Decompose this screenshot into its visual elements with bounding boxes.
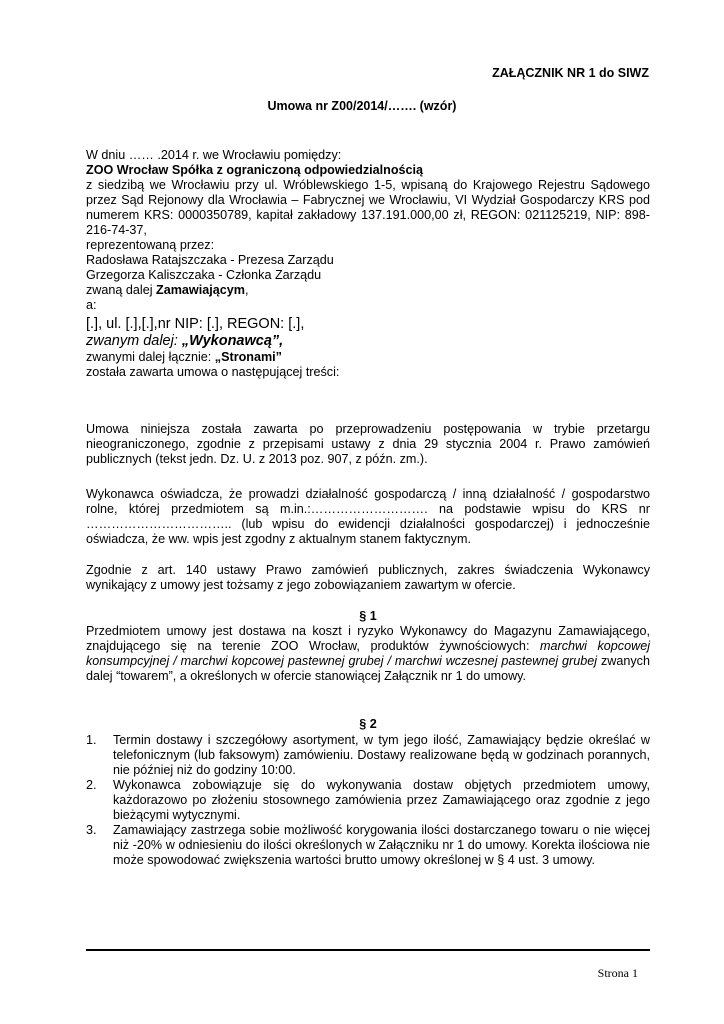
footer-divider xyxy=(86,949,650,951)
section-1-text xyxy=(86,624,650,684)
called-prefix: zwaną dalej xyxy=(86,283,157,297)
section-1-heading: § 1 xyxy=(359,609,377,623)
concluded-line: została zawarta umowa o następującej treści: xyxy=(86,365,340,379)
contractor-line: [.], ul. [.],[.],nr NIP: [.], REGON: [.], xyxy=(86,316,305,332)
parties-block xyxy=(86,148,650,380)
section-1-text-a: Przedmiotem umowy jest dostawa na koszt i ryzyko Wykonawcy do Magazynu Zamawiającego, znajdującego się na terenie ZOO Wrocław, produktów żywnościowych: xyxy=(86,624,650,653)
company-name: ZOO Wrocław Spółka z ograniczoną odpowiedzialnością xyxy=(86,163,424,177)
annex-label: ZAŁĄCZNIK NR 1 do SIWZ xyxy=(492,66,649,80)
date-line: W dniu …… .2014 r. we Wrocławiu pomiędzy: xyxy=(86,148,342,162)
contractor-called xyxy=(86,333,650,350)
intro-paragraph-1: Umowa niniejsza została zawarta po przeprowadzeniu postępowania w trybie przetargu nieograniczonego, zgodnie z przepisami ustawy z dnia 29 stycznia 2004 r. Prawo zamówień publicznych (tekst jedn. Dz. U. z 2013 poz. 907, z późn. zm.). xyxy=(86,422,650,466)
together-name: „Stronami” xyxy=(214,350,282,364)
contractor-called-prefix: zwanym dalej: xyxy=(86,333,182,349)
together-line xyxy=(86,350,650,365)
list-item-number: 2. xyxy=(86,778,97,792)
page-number: Strona 1 xyxy=(597,966,638,980)
section-1-products: marchwi kopcowej konsumpcyjnej / marchwi kopcowej pastewnej grubej / marchwi wczesnej pastewnej grubej xyxy=(86,639,650,668)
together-prefix: zwanymi dalej łącznie: xyxy=(86,350,215,364)
intro-paragraph-3: Zgodnie z art. 140 ustawy Prawo zamówień publicznych, zakres świadczenia Wykonawcy wynikający z umowy jest tożsamy z jego zobowiązaniem zawartym w ofercie. xyxy=(86,563,650,592)
represented-by: reprezentowaną przez: xyxy=(86,238,215,252)
company-details: z siedzibą we Wrocławiu przy ul. Wróblewskiego 1-5, wpisaną do Krajowego Rejestru Sądowego przez Sąd Rejonowy dla Wrocławia – Fabrycznej we Wrocławiu, VI Wydział Gospodarczy KRS pod numerem KRS: 0000350789, kapitał zakładowy 137.191.000,00 zł, REGON: 021125219, NIP: 898-216-74-37, xyxy=(86,178,650,237)
list-item-text: Zamawiający zastrzega sobie możliwość korygowania ilości dostarczanego towaru o nie więcej niż -20% w odniesieniu do ilości określonych w Załączniku nr 1 do umowy. Korekta ilościowa nie może spowodować zwiększenia wartości brutto umowy określonej w § 4 ust. 3 umowy. xyxy=(113,823,650,867)
and-line: a: xyxy=(86,298,97,312)
list-item-text: Wykonawca zobowiązuje się do wykonywania dostaw objętych przedmiotem umowy, każdorazowo po złożeniu stosownego zamówienia przez Zamawiającego oraz zgodnie z jego bieżącymi wytycznymi. xyxy=(113,778,650,822)
called-suffix: , xyxy=(244,283,249,297)
list-item-number: 1. xyxy=(86,733,97,747)
section-2-list xyxy=(86,733,650,868)
list-item-text: Termin dostawy i szczegółowy asortyment, w tym jego ilość, Zamawiający będzie określać w telefonicznym (lub faksowym) zamówieniu. Dostawy realizowane będą w godzinach porannych, nie później niż do godziny 10:00. xyxy=(113,733,650,777)
contract-title: Umowa nr Z00/2014/……. (wzór) xyxy=(267,99,457,113)
intro-paragraph-2: Wykonawca oświadcza, że prowadzi działalność gospodarczą / inną działalność / gospodarstwo rolne, której przedmiotem są m.in.:………………………. na podstawie wpisu do KRS nr …………………………….. (lub wpisu do ewidencji działalności gospodarczej) i jednocześnie oświadcza, że ww. wpis jest zgodny z aktualnym stanem faktycznym. xyxy=(86,487,650,546)
section-2-heading: § 2 xyxy=(359,717,377,731)
called-ordering-party xyxy=(86,283,650,298)
list-item xyxy=(86,823,650,868)
contractor-called-name: „Wykonawcą”, xyxy=(181,333,284,349)
list-item xyxy=(86,778,650,823)
representative-2: Grzegorza Kaliszczaka - Członka Zarządu xyxy=(86,268,322,282)
called-name: Zamawiającym xyxy=(156,283,245,297)
list-item xyxy=(86,733,650,778)
list-item-number: 3. xyxy=(86,823,97,837)
representative-1: Radosława Ratajszczaka - Prezesa Zarządu xyxy=(86,253,334,267)
section-1-text-b: zwanych dalej “towarem”, a określonych w ofercie stanowiącej Załącznik nr 1 do umowy. xyxy=(86,654,650,683)
